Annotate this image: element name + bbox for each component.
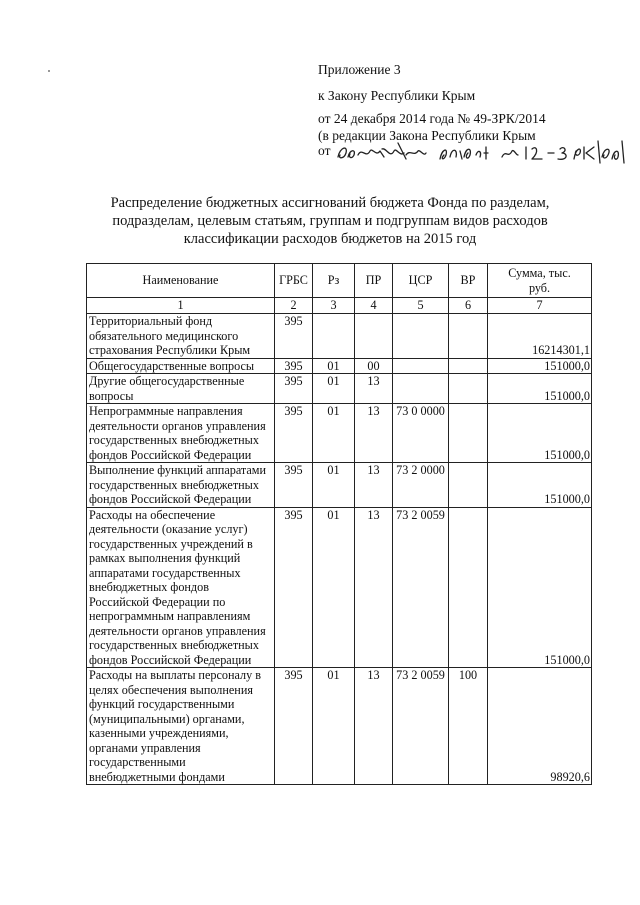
row-rz: 01 [313, 358, 355, 374]
title-line-1: Распределение бюджетных ассигнований бюджета Фонда по разделам, [110, 195, 550, 211]
row-pr [355, 314, 393, 359]
column-number: 4 [355, 298, 393, 314]
column-number: 6 [449, 298, 488, 314]
table-header-row [87, 264, 592, 298]
row-csr [393, 314, 449, 359]
row-sum: 151000,0 [488, 358, 592, 374]
appendix-label: Приложение 3 [318, 62, 401, 77]
row-sum: 151000,0 [488, 374, 592, 404]
row-sum: 16214301,1 [488, 314, 592, 359]
row-name: Территориальный фонд обязательного медицинского страхования Республики Крым [87, 314, 275, 359]
row-pr: 13 [355, 374, 393, 404]
row-vr [449, 463, 488, 508]
row-name: Расходы на обеспечение деятельности (оказание услуг) государственных учреждений в рамках выполнения функций аппаратами государственных внебюджетных фондов Российской Федерации по непрограммным направлениям деятельности органов управления государственных внебюджетных фондов Российской Федерации [87, 507, 275, 668]
row-rz: 01 [313, 507, 355, 668]
row-name: Общегосударственные вопросы [87, 358, 275, 374]
row-rz [313, 314, 355, 359]
row-vr: 100 [449, 668, 488, 785]
row-csr: 73 2 0059 [393, 668, 449, 785]
row-vr [449, 314, 488, 359]
row-csr [393, 374, 449, 404]
law-date-line: от 24 декабря 2014 года № 49-ЗРК/2014 [318, 111, 546, 126]
row-name: Непрограммные направления деятельности органов управления государственных внебюджетных фондов Российской Федерации [87, 404, 275, 463]
header-pr: ПР [355, 264, 393, 298]
row-sum: 151000,0 [488, 463, 592, 508]
column-number: 3 [313, 298, 355, 314]
column-number-row [87, 298, 592, 314]
row-pr: 13 [355, 404, 393, 463]
row-sum: 151000,0 [488, 404, 592, 463]
row-grbs: 395 [275, 668, 313, 785]
row-csr: 73 0 0000 [393, 404, 449, 463]
title-line-3: классификации расходов бюджетов на 2015 год [183, 231, 477, 247]
column-number: 1 [87, 298, 275, 314]
row-pr: 13 [355, 507, 393, 668]
table-row [87, 668, 592, 785]
header-rz: Рз [313, 264, 355, 298]
scan-speck [48, 70, 50, 72]
row-grbs: 395 [275, 463, 313, 508]
title-line-2: подразделам, целевым статьям, группам и подгруппам видов расходов [112, 213, 548, 229]
amendment-from-label: от [318, 143, 331, 158]
header-name: Наименование [87, 264, 275, 298]
row-grbs: 395 [275, 404, 313, 463]
header-sum: Сумма, тыс. руб. [488, 264, 592, 298]
row-vr [449, 358, 488, 374]
row-rz: 01 [313, 374, 355, 404]
row-vr [449, 404, 488, 463]
row-rz: 01 [313, 463, 355, 508]
row-rz: 01 [313, 404, 355, 463]
table-row [87, 404, 592, 463]
table-row [87, 358, 592, 374]
row-pr: 13 [355, 668, 393, 785]
row-vr [449, 507, 488, 668]
column-number: 7 [488, 298, 592, 314]
row-grbs: 395 [275, 507, 313, 668]
row-grbs: 395 [275, 314, 313, 359]
column-number: 5 [393, 298, 449, 314]
edition-line: (в редакции Закона Республики Крым [318, 128, 536, 143]
table-row [87, 314, 592, 359]
row-csr: 73 2 0000 [393, 463, 449, 508]
budget-allocation-table [86, 263, 592, 785]
header-csr: ЦСР [393, 264, 449, 298]
header-vr: ВР [449, 264, 488, 298]
row-name: Выполнение функций аппаратами государственных внебюджетных фондов Российской Федерации [87, 463, 275, 508]
column-number: 2 [275, 298, 313, 314]
row-vr [449, 374, 488, 404]
law-reference: к Закону Республики Крым [318, 88, 476, 103]
row-name: Расходы на выплаты персоналу в целях обеспечения выполнения функций государственными (муниципальными) органами, казенными учреждениями, органами управления государственными внебюджетными фондами [87, 668, 275, 785]
row-csr [393, 358, 449, 374]
row-grbs: 395 [275, 374, 313, 404]
row-name: Другие общегосударственные вопросы [87, 374, 275, 404]
handwritten-amendment-date [336, 137, 626, 167]
row-pr: 13 [355, 463, 393, 508]
row-grbs: 395 [275, 358, 313, 374]
document-title [90, 194, 570, 248]
table-row [87, 463, 592, 508]
row-sum: 98920,6 [488, 668, 592, 785]
table-row [87, 507, 592, 668]
row-rz: 01 [313, 668, 355, 785]
row-sum: 151000,0 [488, 507, 592, 668]
row-pr: 00 [355, 358, 393, 374]
table-row [87, 374, 592, 404]
header-grbs: ГРБС [275, 264, 313, 298]
row-csr: 73 2 0059 [393, 507, 449, 668]
